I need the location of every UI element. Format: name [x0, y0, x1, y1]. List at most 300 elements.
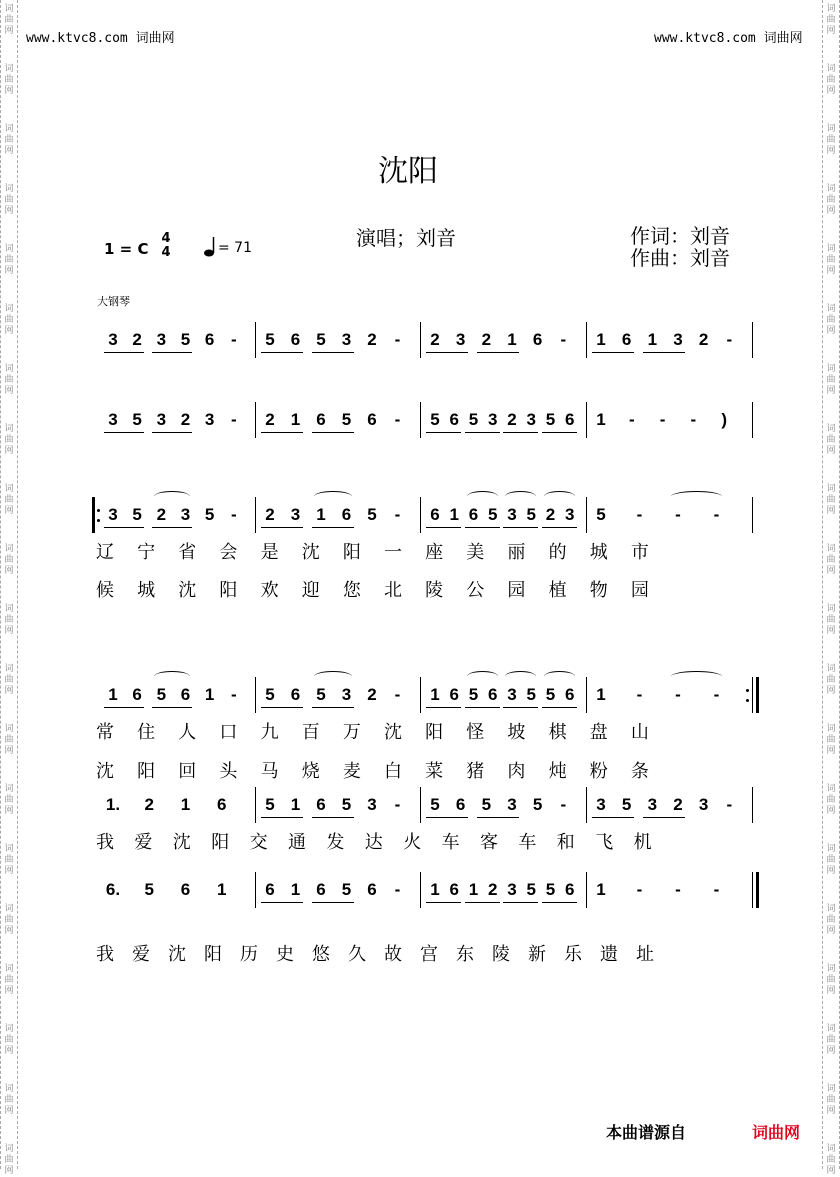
- barline: [586, 402, 587, 438]
- lyric-char: 住: [137, 722, 156, 743]
- barline: [586, 322, 587, 358]
- beam-underline: [152, 707, 192, 708]
- note: 3: [507, 880, 517, 899]
- barline: [420, 497, 421, 533]
- note: 1: [180, 795, 191, 814]
- side-watermark: 词 曲 网: [4, 1024, 14, 1056]
- lyric-char: 座: [425, 542, 444, 563]
- beam-underline: [261, 352, 303, 353]
- note: 3: [341, 685, 352, 704]
- lyric-char: 一: [384, 542, 402, 563]
- note: 2: [481, 330, 492, 349]
- side-watermark: 词 曲 网: [826, 1084, 836, 1116]
- beam-underline: [104, 432, 144, 433]
- side-watermark: 词 曲 网: [826, 964, 836, 996]
- note: 2: [265, 505, 275, 524]
- barline: [752, 497, 753, 533]
- side-watermark: 词 曲 网: [4, 304, 14, 336]
- score-system: [0, 870, 840, 910]
- beam-underline: [312, 707, 354, 708]
- lyric-char: 园: [630, 580, 649, 601]
- lyric-char: 发: [326, 832, 345, 853]
- beam-underline: [465, 432, 500, 433]
- note: 6: [316, 795, 326, 814]
- note: 5: [468, 685, 479, 704]
- lyric-char: 火: [403, 832, 422, 853]
- note: 1.: [105, 795, 121, 814]
- lyric-char: 爱: [134, 832, 153, 853]
- note: -: [675, 685, 681, 704]
- beam-underline: [426, 352, 468, 353]
- lyric-char: 省: [178, 542, 197, 563]
- lyric-char: 宁: [137, 542, 156, 563]
- lyric-char: 城: [137, 580, 156, 601]
- barline: [752, 787, 753, 823]
- beam-underline: [542, 432, 577, 433]
- barline: [420, 787, 421, 823]
- note: -: [675, 505, 681, 524]
- note: 1: [507, 330, 517, 349]
- note: 2: [673, 795, 683, 814]
- score-system: [0, 400, 840, 440]
- score-system: [0, 675, 840, 715]
- note: -: [726, 795, 733, 814]
- lyric-char: 阳: [137, 761, 156, 782]
- note: 2: [265, 410, 275, 429]
- note: -: [230, 505, 237, 524]
- beam-underline: [152, 432, 192, 433]
- lyric-char: 东: [456, 944, 474, 965]
- note: 5: [316, 685, 326, 704]
- slur-arc: [154, 491, 190, 502]
- note: 3: [673, 330, 683, 349]
- lyric-char: 白: [384, 761, 402, 782]
- lyric-char: 九: [260, 722, 279, 743]
- note: 3: [108, 330, 118, 349]
- note: 2: [698, 330, 709, 349]
- lyric-char: 北: [384, 580, 402, 601]
- lyric-char: 史: [276, 944, 294, 965]
- note: 2: [180, 410, 191, 429]
- lyric-char: 阳: [425, 722, 444, 743]
- note: -: [230, 330, 237, 349]
- side-watermark: 词 曲 网: [4, 1084, 14, 1116]
- barline: [420, 677, 421, 713]
- beam-underline: [152, 352, 192, 353]
- note: 5: [132, 410, 142, 429]
- lyric-char: 飞: [595, 832, 614, 853]
- side-watermark: 词 曲 网: [826, 304, 836, 336]
- note: 2: [156, 505, 167, 524]
- side-watermark: 词 曲 网: [826, 4, 836, 36]
- beam-underline: [312, 817, 354, 818]
- note: 6: [532, 330, 543, 349]
- final-barline: [756, 872, 759, 908]
- side-watermark: 词 曲 网: [826, 424, 836, 456]
- left-watermark-strip: [0, 0, 18, 1176]
- side-watermark: 词 曲 网: [4, 604, 14, 636]
- note: 3: [488, 410, 498, 429]
- note: 6: [290, 685, 301, 704]
- note: 6: [290, 330, 301, 349]
- note: 3: [341, 330, 352, 349]
- lyric-char: 粉: [589, 761, 608, 782]
- note: 3: [647, 795, 658, 814]
- beam-underline: [312, 352, 354, 353]
- note: 5: [545, 880, 556, 899]
- lyric-char: 遗: [600, 944, 618, 965]
- note: 2: [507, 410, 517, 429]
- barline: [255, 497, 256, 533]
- side-watermark: 词 曲 网: [4, 4, 14, 36]
- barline: [752, 322, 753, 358]
- lyric-char: 人: [178, 722, 197, 743]
- lyric-char: 坡: [507, 722, 526, 743]
- barline: [420, 322, 421, 358]
- note: 5: [545, 685, 556, 704]
- lyric-char: 我: [96, 944, 114, 965]
- lyric-char: 园: [507, 580, 526, 601]
- beam-underline: [592, 817, 634, 818]
- note: 3: [698, 795, 709, 814]
- note: 6: [565, 685, 575, 704]
- lyric-char: 会: [219, 542, 238, 563]
- lyric-char: 新: [528, 944, 546, 965]
- barline: [420, 872, 421, 908]
- lyric-char: 陵: [492, 944, 510, 965]
- lyric-char: 回: [178, 761, 197, 782]
- note: 5: [430, 795, 440, 814]
- note: 6: [204, 330, 215, 349]
- note: 5: [526, 880, 536, 899]
- beam-underline: [592, 352, 634, 353]
- lyric-char: 悠: [312, 944, 330, 965]
- time-bottom: 4: [161, 245, 171, 260]
- note: 6: [316, 880, 326, 899]
- barline: [752, 872, 753, 908]
- note: 5: [265, 330, 275, 349]
- lyric-char: 沈: [178, 580, 197, 601]
- note: 5: [526, 505, 536, 524]
- note: 5: [341, 880, 352, 899]
- lyric-char: 欢: [260, 580, 279, 601]
- lyric-char: 达: [364, 832, 383, 853]
- beam-underline: [503, 432, 538, 433]
- beam-underline: [261, 432, 303, 433]
- beam-underline: [104, 707, 144, 708]
- note: 1: [430, 685, 440, 704]
- beam-underline: [503, 707, 538, 708]
- slur-arc: [467, 671, 498, 682]
- note: 5: [265, 795, 275, 814]
- note: -: [394, 795, 401, 814]
- slur-arc: [671, 671, 722, 682]
- note: 6: [132, 685, 142, 704]
- note: 6: [367, 410, 377, 429]
- note: -: [394, 880, 401, 899]
- beam-underline: [312, 527, 354, 528]
- note: 5: [204, 505, 215, 524]
- note: 3: [565, 505, 575, 524]
- note: 1: [449, 505, 459, 524]
- lyric-char: 物: [589, 580, 608, 601]
- beam-underline: [426, 902, 461, 903]
- beam-underline: [261, 707, 303, 708]
- side-watermark: 词 曲 网: [826, 904, 836, 936]
- note: 5: [526, 685, 536, 704]
- note: 3: [290, 505, 301, 524]
- side-watermark: 词 曲 网: [4, 964, 14, 996]
- beam-underline: [261, 817, 303, 818]
- note: 6: [341, 505, 352, 524]
- note: 5: [265, 685, 275, 704]
- note: -: [659, 410, 666, 429]
- side-watermark: 词 曲 网: [4, 64, 14, 96]
- note: -: [560, 795, 567, 814]
- note: 3: [156, 330, 167, 349]
- key-signature: 1 = C: [104, 240, 149, 258]
- note: 6: [180, 685, 191, 704]
- lyric-char: 万: [342, 722, 361, 743]
- lyricist-credit: 作词：刘音: [630, 224, 730, 248]
- note: 1: [290, 795, 301, 814]
- lyric-char: 车: [441, 832, 460, 853]
- note: 5: [341, 410, 352, 429]
- barline: [255, 322, 256, 358]
- lyric-char: 历: [240, 944, 258, 965]
- lyric-char: 乐: [564, 944, 582, 965]
- note: 6: [180, 880, 191, 899]
- slur-arc: [314, 671, 352, 682]
- note: 6: [449, 880, 459, 899]
- lyric-char: 头: [219, 761, 238, 782]
- lyric-char: 迎: [301, 580, 320, 601]
- note: -: [628, 410, 635, 429]
- note: 2: [144, 795, 154, 814]
- note: 6: [367, 880, 377, 899]
- lyric-char: 机: [633, 832, 652, 853]
- beam-underline: [477, 817, 519, 818]
- note: 6: [488, 685, 498, 704]
- side-watermark: 词 曲 网: [4, 844, 14, 876]
- note: 1: [316, 505, 326, 524]
- composer-credit: 作曲：刘音: [630, 246, 730, 270]
- lyric-char: 怪: [466, 722, 485, 743]
- lyric-char: 的: [548, 542, 567, 563]
- repeat-dot: [746, 689, 749, 692]
- lyric-char: 沈: [168, 944, 186, 965]
- song-title: 沈阳: [378, 154, 438, 189]
- note: 5: [621, 795, 632, 814]
- quarter-note-icon: [204, 236, 216, 262]
- final-barline: [756, 677, 759, 713]
- footer-site-link[interactable]: 词曲网: [752, 1123, 801, 1142]
- note: 3: [204, 410, 215, 429]
- barline: [255, 677, 256, 713]
- time-signature: [160, 232, 172, 260]
- lyric-char: 炖: [548, 761, 567, 782]
- barline: [255, 872, 256, 908]
- side-watermark: 词 曲 网: [826, 1024, 836, 1056]
- note: 1: [290, 880, 301, 899]
- footer-source: 本曲谱源自: [606, 1123, 687, 1142]
- lyric-char: 宫: [420, 944, 438, 965]
- slur-arc: [314, 491, 352, 502]
- barline: [255, 402, 256, 438]
- note: 5: [481, 795, 492, 814]
- note: 3: [507, 795, 517, 814]
- lyric-char: 车: [518, 832, 537, 853]
- note: 5: [367, 505, 377, 524]
- side-watermark: 词 曲 网: [4, 364, 14, 396]
- beam-underline: [542, 707, 577, 708]
- side-watermark: 词 曲 网: [826, 1144, 836, 1176]
- lyric-char: 通: [288, 832, 306, 853]
- note: 6: [217, 795, 227, 814]
- header-left-url[interactable]: www.ktvc8.com 词曲网: [26, 31, 175, 46]
- side-watermark: 词 曲 网: [4, 784, 14, 816]
- barline: [752, 677, 753, 713]
- beam-underline: [426, 432, 461, 433]
- lyric-char: 百: [301, 722, 320, 743]
- lyric-char: 交: [249, 832, 268, 853]
- repeat-dot: [746, 699, 749, 702]
- side-watermark: 词 曲 网: [4, 544, 14, 576]
- note: -: [636, 685, 643, 704]
- lyric-char: 城: [589, 542, 608, 563]
- beam-underline: [312, 902, 354, 903]
- note: 6: [449, 685, 459, 704]
- side-watermark: 词 曲 网: [826, 364, 836, 396]
- barline: [420, 402, 421, 438]
- lyric-char: 辽: [96, 542, 114, 563]
- barline: [752, 402, 753, 438]
- right-watermark-strip: [822, 0, 840, 1176]
- note: 6: [449, 410, 459, 429]
- lyric-char: 肉: [507, 761, 526, 782]
- beam-underline: [465, 707, 500, 708]
- note: -: [713, 685, 720, 704]
- side-watermark: 词 曲 网: [4, 904, 14, 936]
- note: 5: [144, 880, 154, 899]
- lyric-char: 阳: [211, 832, 230, 853]
- beam-underline: [104, 352, 144, 353]
- note: 1: [596, 685, 606, 704]
- beam-underline: [465, 902, 500, 903]
- note: 6: [455, 795, 466, 814]
- note: 5: [596, 505, 606, 524]
- lyric-char: 是: [260, 542, 279, 563]
- beam-underline: [152, 527, 192, 528]
- lyric-char: 山: [630, 722, 649, 743]
- lyric-char: 棋: [548, 722, 567, 743]
- header-right-url[interactable]: www.ktvc8.com 词曲网: [654, 31, 803, 46]
- note: 5: [180, 330, 191, 349]
- lyric-char: 阳: [219, 580, 238, 601]
- barline: [586, 872, 587, 908]
- side-watermark: 词 曲 网: [4, 664, 14, 696]
- note: 2: [430, 330, 440, 349]
- note: -: [636, 505, 643, 524]
- barline: [255, 787, 256, 823]
- note: 2: [545, 505, 556, 524]
- note: -: [230, 685, 237, 704]
- slur-arc: [544, 491, 575, 502]
- note: 1: [596, 410, 606, 429]
- note: 3: [180, 505, 191, 524]
- lyric-char: 烧: [301, 761, 320, 782]
- note: 3: [455, 330, 466, 349]
- barline: [586, 677, 587, 713]
- note: -: [394, 410, 401, 429]
- note: 5: [316, 330, 326, 349]
- side-watermark: 词 曲 网: [4, 724, 14, 756]
- lyric-char: 常: [96, 722, 114, 743]
- lyric-char: 植: [548, 580, 567, 601]
- side-watermark: 词 曲 网: [4, 1144, 14, 1176]
- lyric-char: 马: [260, 761, 279, 782]
- lyric-char: 阳: [204, 944, 222, 965]
- side-watermark: 词 曲 网: [826, 784, 836, 816]
- singer-credit: 演唱；刘音: [356, 226, 456, 250]
- note: -: [713, 880, 720, 899]
- note: -: [394, 505, 401, 524]
- beam-underline: [503, 902, 538, 903]
- beam-underline: [261, 527, 303, 528]
- note: 2: [132, 330, 142, 349]
- note: 6.: [105, 880, 121, 899]
- note: 3: [108, 410, 118, 429]
- lyric-char: 丽: [507, 542, 526, 563]
- note: 3: [507, 685, 517, 704]
- lyric-char: 客: [480, 832, 498, 853]
- beam-underline: [503, 527, 538, 528]
- note: -: [560, 330, 567, 349]
- lyric-char: 您: [342, 580, 361, 601]
- slur-arc: [505, 491, 536, 502]
- repeat-dot: [97, 509, 100, 512]
- note: 3: [526, 410, 536, 429]
- side-watermark: 词 曲 网: [826, 664, 836, 696]
- note: 5: [468, 410, 479, 429]
- note: 3: [156, 410, 167, 429]
- side-watermark: 词 曲 网: [4, 244, 14, 276]
- note: 5: [132, 505, 142, 524]
- note: ): [721, 410, 728, 429]
- side-watermark: 词 曲 网: [826, 184, 836, 216]
- side-watermark: 词 曲 网: [826, 244, 836, 276]
- beam-underline: [312, 432, 354, 433]
- note: 1: [596, 880, 606, 899]
- lyric-char: 和: [556, 832, 575, 853]
- beam-underline: [643, 817, 685, 818]
- slur-arc: [671, 491, 722, 502]
- side-watermark: 词 曲 网: [826, 64, 836, 96]
- lyric-char: 猪: [466, 761, 485, 782]
- instrument-label: 大钢琴: [97, 295, 130, 308]
- note: -: [713, 505, 720, 524]
- lyric-char: 美: [466, 542, 485, 563]
- side-watermark: 词 曲 网: [4, 124, 14, 156]
- note: 6: [265, 880, 275, 899]
- note: 2: [367, 685, 377, 704]
- beam-underline: [104, 527, 144, 528]
- side-watermark: 词 曲 网: [826, 604, 836, 636]
- time-top: 4: [161, 231, 171, 246]
- note: 3: [108, 505, 118, 524]
- note: 6: [621, 330, 632, 349]
- beam-underline: [426, 527, 461, 528]
